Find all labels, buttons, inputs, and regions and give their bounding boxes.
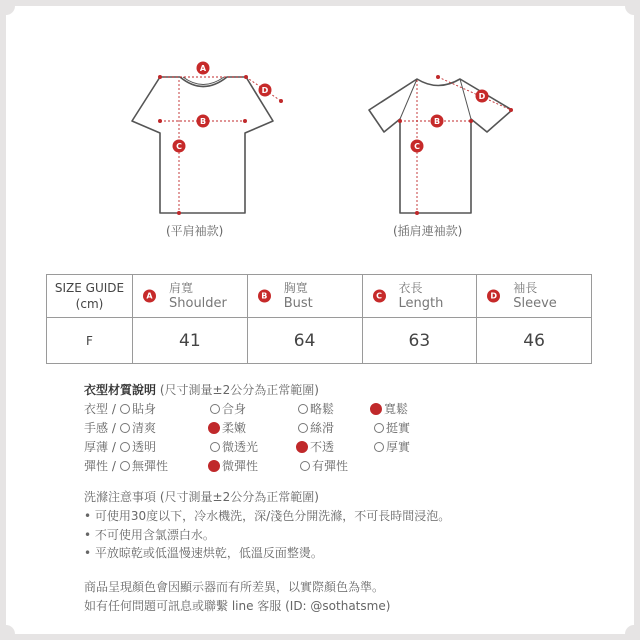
washing-bullet: • 可使用30度以下，冷水機洗，深/淺色分開洗滌，不可長時間浸泡。 — [84, 509, 451, 523]
elasticity-option: 無彈性 — [120, 457, 168, 474]
sleeve-value: 46 — [477, 318, 592, 364]
texture-option-selected: 柔嫩 — [208, 419, 246, 436]
bust-value: 64 — [247, 318, 362, 364]
marker-a — [197, 62, 210, 75]
washing-bullet: • 不可使用含氯漂白水。 — [84, 528, 215, 542]
svg-text:C: C — [176, 142, 182, 151]
column-bust: B 胸寬 Bust — [247, 275, 362, 318]
flat-shoulder-tee — [132, 77, 273, 213]
raglan-caption: (插肩連袖款) — [393, 224, 463, 238]
thickness-option: 透明 — [120, 438, 156, 455]
elasticity-option: 有彈性 — [300, 457, 348, 474]
thickness-option: 厚實 — [374, 438, 410, 455]
badge-a: A — [143, 290, 156, 303]
material-title: 衣型材質說明 (尺寸測量±2公分為正常範圍) — [84, 383, 319, 397]
fit-option: 合身 — [210, 400, 246, 417]
marker-b — [197, 115, 210, 128]
badge-c: C — [373, 290, 386, 303]
texture-option: 挺實 — [374, 419, 410, 436]
badge-b: B — [258, 290, 271, 303]
svg-text:B: B — [433, 117, 441, 126]
fit-option: 略鬆 — [298, 400, 334, 417]
color-disclaimer: 商品呈現顏色會因顯示器而有所差異，以實際顏色為準。 — [84, 580, 385, 594]
length-value: 63 — [362, 318, 477, 364]
size-guide-label: SIZE GUIDE (cm) — [47, 275, 133, 318]
raglan-tee — [369, 79, 512, 213]
size-guide-table — [46, 274, 592, 364]
texture-option: 絲滑 — [298, 419, 334, 436]
shoulder-value: 41 — [133, 318, 248, 364]
size-guide-header — [47, 275, 592, 318]
fit-option-selected: 寬鬆 — [370, 400, 408, 417]
washing-title: 洗滌注意事項 (尺寸測量±2公分為正常範圍) — [84, 490, 319, 504]
column-shoulder: A 肩寬 Shoulder — [133, 275, 248, 318]
washing-bullet: • 平放晾乾或低溫慢速烘乾，低溫反面整燙。 — [84, 546, 323, 560]
thickness-label: 厚薄 / — [84, 440, 116, 454]
column-sleeve: D 袖長 Sleeve — [477, 275, 592, 318]
svg-text:A: A — [199, 64, 207, 73]
badge-d: D — [487, 290, 500, 303]
svg-text:D: D — [261, 86, 269, 95]
table-row — [47, 318, 592, 364]
svg-text:B: B — [199, 117, 207, 126]
marker-badges — [173, 62, 489, 153]
marker-c — [411, 140, 424, 153]
fit-option: 貼身 — [120, 400, 156, 417]
contact-note: 如有任何問題可訊息或聯繫 line 客服 (ID: @sothatsme) — [84, 599, 391, 613]
svg-text:D: D — [478, 92, 486, 101]
texture-option: 清爽 — [120, 419, 156, 436]
thickness-option-selected: 不透 — [296, 438, 334, 455]
column-length: C 衣長 Length — [362, 275, 477, 318]
thickness-option: 微透光 — [210, 438, 258, 455]
marker-b — [431, 115, 444, 128]
fit-label: 衣型 / — [84, 402, 116, 416]
marker-d — [259, 84, 272, 97]
marker-c — [173, 140, 186, 153]
size-cell: F — [47, 318, 133, 364]
texture-label: 手感 / — [84, 421, 116, 435]
svg-text:C: C — [414, 142, 420, 151]
elasticity-label: 彈性 / — [84, 459, 116, 473]
elasticity-option-selected: 微彈性 — [208, 457, 258, 474]
marker-d — [476, 90, 489, 103]
flat-shoulder-caption: (平肩袖款) — [166, 224, 224, 238]
